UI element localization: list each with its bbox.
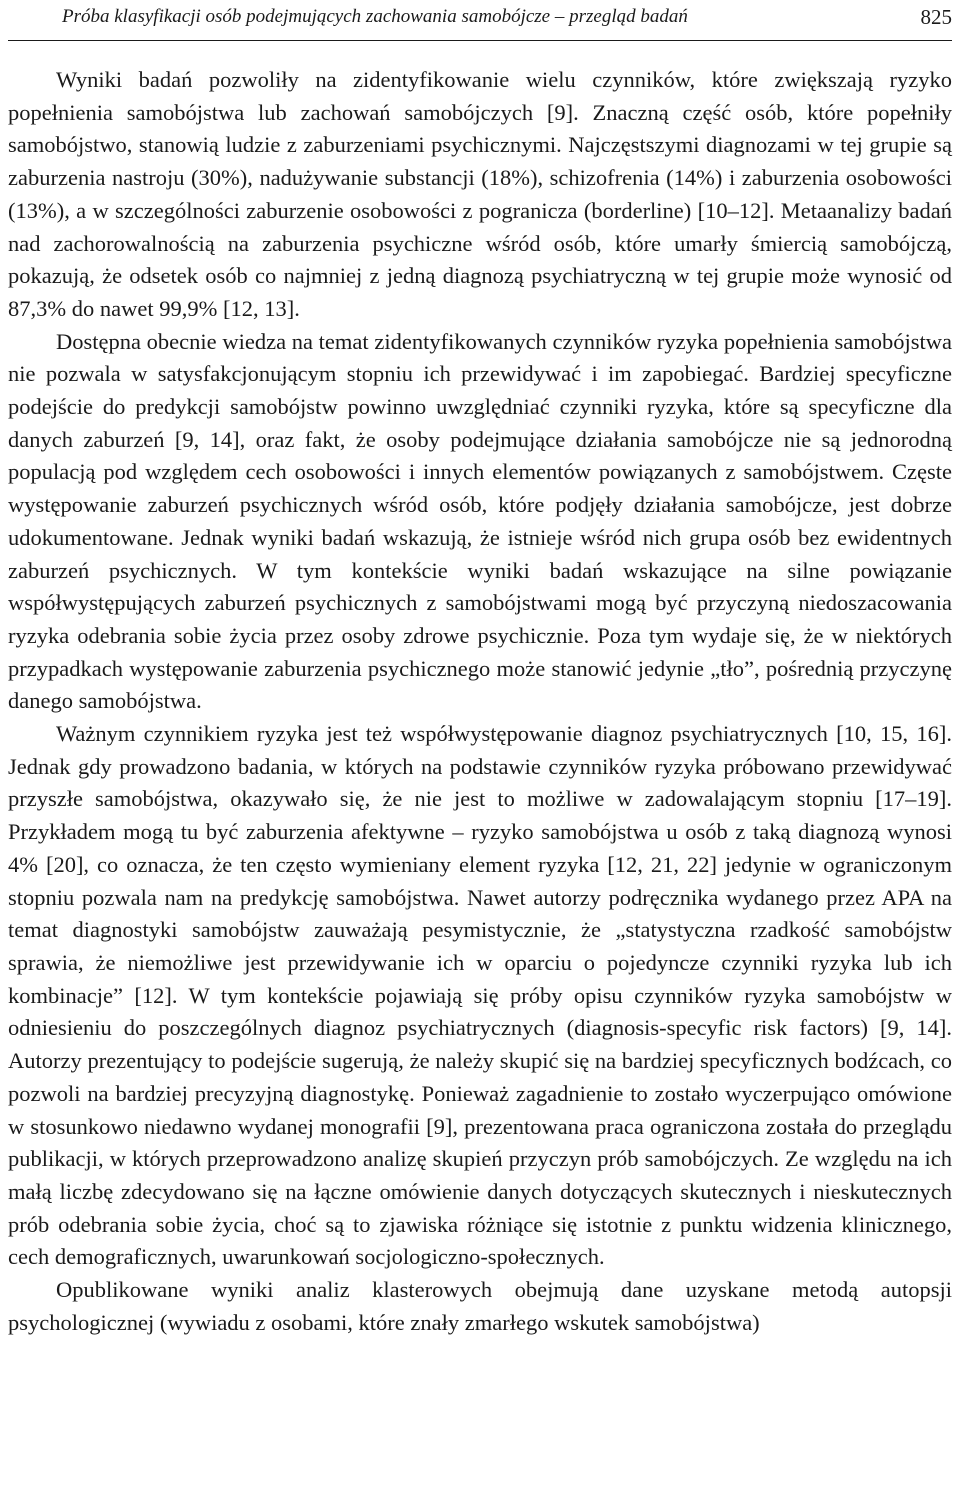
page-number: 825 — [920, 5, 952, 29]
paragraph-3: Ważnym czynnikiem ryzyka jest też współwystępowanie diagnoz psychiatrycznych [10, 15, 16]. Jednak gdy prowadzono badania, w których na podstawie czynników ryzyka próbowano przewidywać przyszłe samobójstwa, okazywało się, że nie jest to możliwe w zadowalającym stopniu [17–19]. Przykładem mogą tu być zaburzenia afektywne – ryzyko samobójstwa u osób z taką diagnozą wynosi 4% [20], co oznacza, że ten często wymieniany element ryzyka [12, 21, 22] jedynie w ograniczonym stopniu pozwala nam na predykcję samobójstwa. Nawet autorzy podręcznika wydanego przez APA na temat diagnostyki samobójstw zauważają pesymistycznie, że „statystyczna rzadkość samobójstw sprawia, że niemożliwe jest przewidywanie ich w oparciu o pojedyncze czynniki ryzyka lub ich kombinacje” [12]. W tym kontekście pojawiają się próby opisu czynników ryzyka samobójstw w odniesieniu do poszczególnych diagnoz psychiatrycznych (diagnosis-specyfic risk factors) [9, 14]. Autorzy prezentujący to podejście sugerują, że należy skupić się na bardziej specyficznych bodźcach, co pozwoli na bardziej precyzyjną diagnostykę. Ponieważ zagadnienie to zostało wyczerpująco omówione w stosunkowo niedawno wydanej monografii [9], prezentowana praca ograniczona została do przeglądu publikacji, w których przeprowadzono analizę skupień przyczyn prób samobójczych. Ze względu na ich małą liczbę zdecydowano się na łączne omówienie danych dotyczących skutecznych i nieskutecznych prób odebrania sobie życia, choć są to zjawiska różniące się istotnie z punktu widzenia klinicznego, cech demograficznych, uwarunkowań socjologiczno-społecznych. — [8, 721, 952, 1270]
paragraph-2: Dostępna obecnie wiedza na temat zidentyfikowanych czynników ryzyka popełnienia samobójstwa nie pozwala w satysfakcjonującym stopniu ich przewidywać i im zapobiegać. Bardziej specyficzne podejście do predykcji samobójstw powinno uwzględniać czynniki ryzyka, które są specyficzne dla danych zaburzeń [9, 14], oraz fakt, że osoby podejmujące działania samobójcze nie są jednorodną populacją pod względem cech osobowości i innych elementów powiązanych z samobójstwem. Częste występowanie zaburzeń psychicznych wśród osób, które podjęły działania samobójcze, jest dobrze udokumentowane. Jednak wyniki badań wskazują, że istnieje wśród nich grupa osób bez ewidentnych zaburzeń psychicznych. W tym kontekście wyniki badań wskazujące na silne powiązanie współwystępujących zaburzeń psychicznych z samobójstwami mogą być przyczyną niedoszacowania ryzyka odebrania sobie życia przez osoby zdrowe psychicznie. Poza tym wydaje się, że w niektórych przypadkach występowanie zaburzenia psychicznego może stanowić jedynie „tło”, pośrednią przyczynę danego samobójstwa. — [8, 328, 952, 714]
body-text — [8, 64, 952, 1339]
running-title: Próba klasyfikacji osób podejmujących zachowania samobójcze – przegląd badań — [62, 6, 688, 27]
paragraph-4: Opublikowane wyniki analiz klasterowych obejmują dane uzyskane metodą autopsji psychologicznej (wywiadu z osobami, które znały zmarłego wskutek samobójstwa) — [8, 1277, 952, 1335]
document-page — [8, 0, 952, 1335]
header-divider — [8, 40, 952, 41]
running-header — [8, 0, 952, 34]
paragraph-1: Wyniki badań pozwoliły na zidentyfikowanie wielu czynników, które zwiększają ryzyko popełnienia samobójstwa lub zachowań samobójczych [9]. Znaczną część osób, które popełniły samobójstwo, stanowią ludzie z zaburzeniami psychicznymi. Najczęstszymi diagnozami w tej grupie są zaburzenia nastroju (30%), nadużywanie substancji (18%), schizofrenia (14%) i zaburzenia osobowości (13%), a w szczególności zaburzenie osobowości z pogranicza (borderline) [10–12]. Metaanalizy badań nad zachorowalnością na zaburzenia psychiczne wśród osób, które umarły śmiercią samobójczą, pokazują, że odsetek osób co najmniej z jedną diagnozą psychiatryczną w tej grupie może wynosić od 87,3% do nawet 99,9% [12, 13]. — [8, 67, 952, 321]
